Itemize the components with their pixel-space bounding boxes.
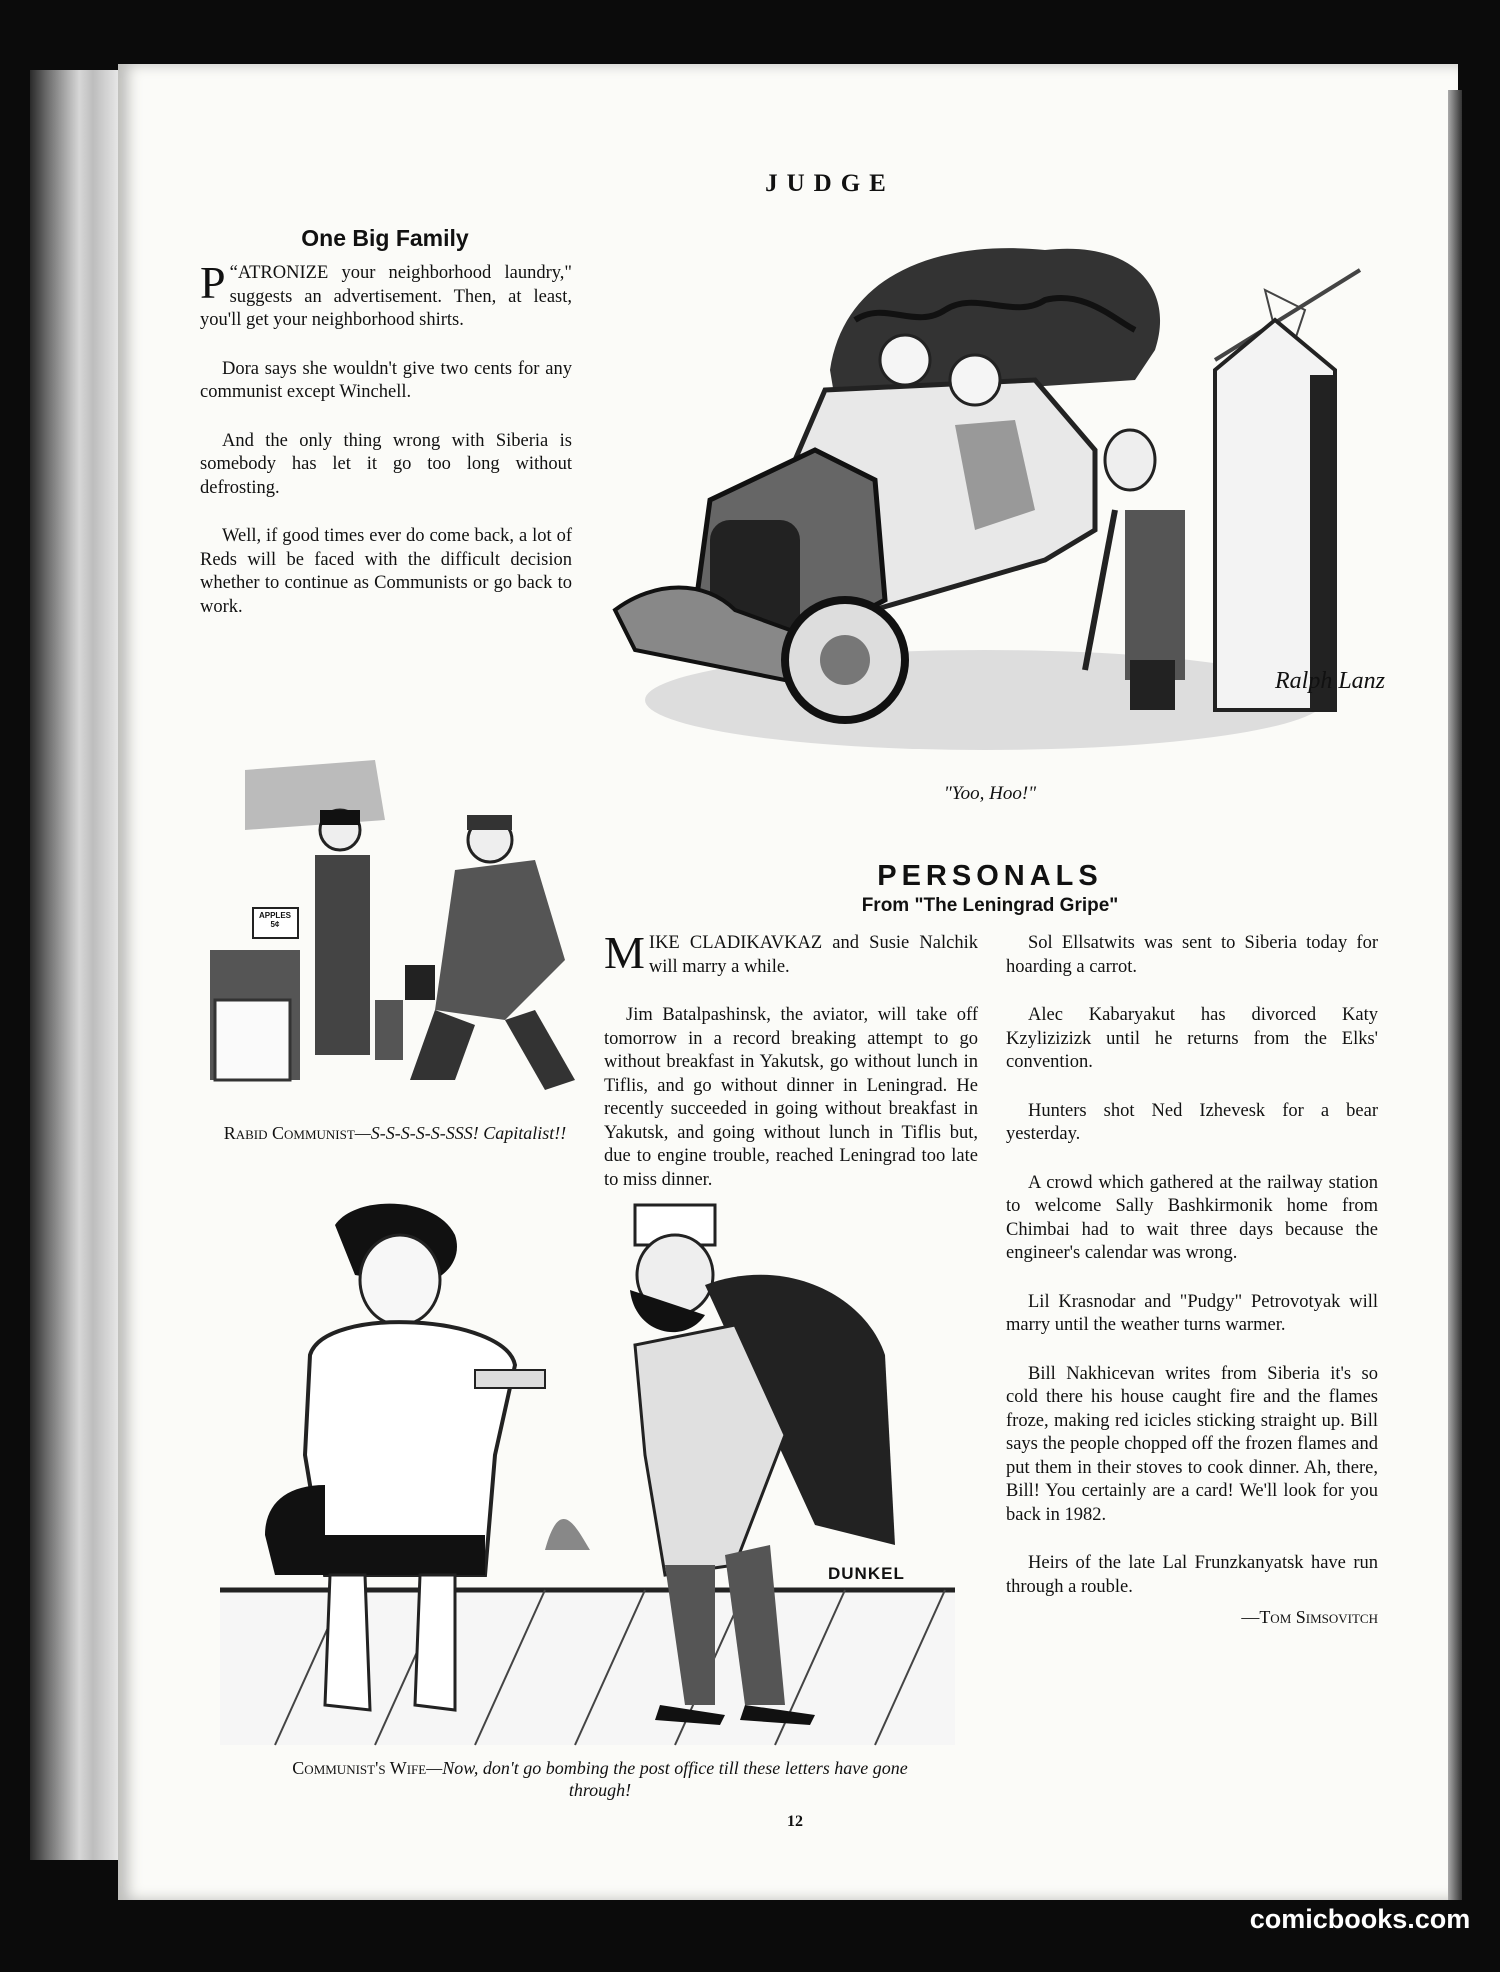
personals-subtitle: From "The Leningrad Gripe" — [861, 895, 1119, 916]
personals-paragraph-6: A crowd which gathered at the railway station to welcome Sally Bashkirmonik home from Chimbai had to wait three days because the engineer's calendar was wrong. — [1006, 1172, 1378, 1263]
personals-paragraph-7: Lil Krasnodar and "Pudgy" Petrovotyak will marry until the weather turns warmer. — [1006, 1291, 1378, 1335]
one-big-family-title: One Big Family — [301, 225, 469, 251]
page-edge — [1448, 90, 1462, 1900]
family-paragraph-3: And the only thing wrong with Siberia is somebody has let it go too long without defrosting. — [200, 430, 572, 498]
page-number: 12 — [787, 1813, 803, 1830]
communists-wife-caption: Communist's Wife—Now, don't go bombing the post office till these letters have gone through! — [292, 1758, 908, 1800]
personals-paragraph-5: Hunters shot Ned Izhevesk for a bear yesterday. — [1006, 1100, 1378, 1144]
personals-column-2 — [1006, 932, 1378, 1630]
personals-paragraph-1: MIKE CLADIKAVKAZ and Susie Nalchik will marry a while. — [604, 927, 978, 978]
personals-paragraph-4: Alec Kabaryakut has divorced Katy Kzylizizizk until he returns from the Elks' convention. — [1006, 1005, 1378, 1072]
family-paragraph-4: Well, if good times ever do come back, a lot of Reds will be faced with the difficult decision whether to continue as Communists or go back to work. — [200, 526, 572, 617]
one-big-family-column — [200, 257, 572, 644]
personals-byline: —Tom Simsovitch — [1241, 1607, 1378, 1627]
personals-paragraph-3: Sol Ellsatwits was sent to Siberia today for hoarding a carrot. — [1006, 933, 1378, 977]
personals-paragraph-9: Heirs of the late Lal Frunzkanyatsk have run through a rouble. — [1006, 1553, 1378, 1597]
personals-column-1 — [604, 927, 978, 1193]
communists-wife-illustration — [215, 1205, 955, 1735]
car-cartoon-caption: "Yoo, Hoo!" — [943, 783, 1037, 804]
car-cartoon-illustration — [615, 230, 1375, 750]
dunkel-signature: DUNKEL — [828, 1564, 905, 1583]
book-spine — [30, 70, 120, 1860]
rabid-communist-caption: Rabid Communist—S-S-S-S-S-SSS! Capitalist!! — [223, 1123, 567, 1143]
apples-sign: APPLES 5¢ — [258, 911, 291, 929]
personals-paragraph-8: Bill Nakhicevan writes from Siberia it's so cold there his house caught fire and the flames froze, making red icicles sticking straight up. Bill says the people chopped off the frozen flames and put them in their stoves to cook dinner. Ah, there, Bill! You certainly are a card! We'll look for you back in 1982. — [1006, 1363, 1378, 1525]
drop-cap: P — [200, 257, 226, 308]
personals-paragraph-2: Jim Batalpashinsk, the aviator, will take off tomorrow in a record breaking attempt to go without breakfast in Yakutsk, go without lunch in Tiflis, and go without dinner in Leningrad. He recently succeeded in going without breakfast in Yakutsk, and going without lunch in Tiflis but, due to engine trouble, reached Leningrad too late to miss dinner. — [604, 1005, 978, 1190]
car-cartoon-signature: Ralph Lanz — [1275, 668, 1386, 694]
personals-title: PERSONALS — [877, 860, 1103, 892]
masthead: JUDGE — [765, 170, 895, 197]
family-paragraph-2: Dora says she wouldn't give two cents for any communist except Winchell. — [200, 358, 572, 402]
site-watermark: comicbooks.com — [1249, 1904, 1471, 1934]
drop-cap: M — [604, 927, 645, 978]
family-paragraph-1: “ P ATRONIZE your neighborhood laundry," suggests an advertisement. Then, at least, you'll get your neighborhood shirts. — [200, 257, 572, 330]
